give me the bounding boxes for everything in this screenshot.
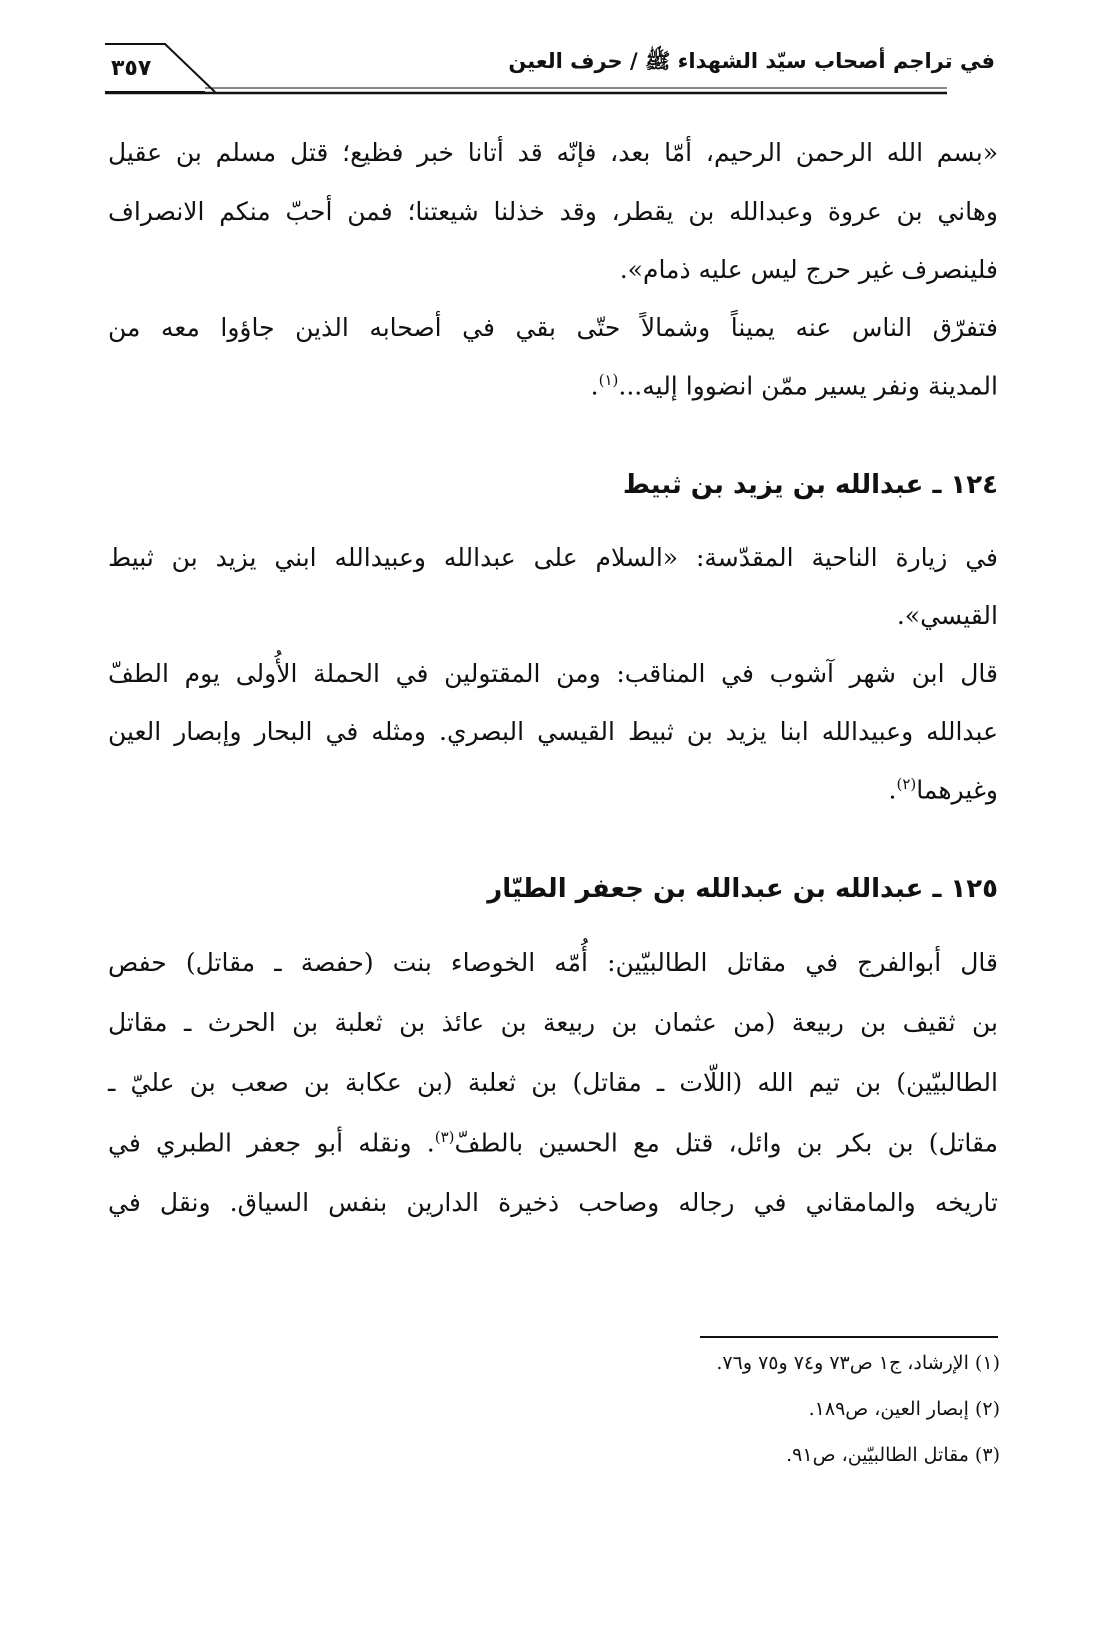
entry-heading-124: ١٢٤ ـ عبدالله بن يزيد بن ثبيط: [622, 470, 998, 500]
text-line: فتفرّق الناس عنه يميناً وشمالاً حتّى بقي في أصحابه الذين جاؤوا معه من: [108, 313, 998, 342]
text-span: المدينة ونفر يسير ممّن انضووا إليه...: [618, 371, 998, 401]
footnote-1: (١) الإرشاد، ج١ ص٧٣ و٧٤ و٧٥ و٧٦.: [716, 1352, 1000, 1374]
text-span: .: [888, 775, 897, 805]
footnote-marker: (١): [598, 371, 619, 389]
text-line: بن ثقيف بن ربيعة (من عثمان بن ربيعة بن عائذ بن ثعلبة بن الحرث ـ مقاتل: [108, 1008, 998, 1037]
text-span: .: [590, 371, 599, 401]
footnote-separator: [700, 1336, 998, 1338]
text-line: الطالبيّين) بن تيم الله (اللّات ـ مقاتل) بن ثعلبة (بن عكابة بن صعب بن عليّ ـ: [108, 1068, 998, 1097]
footnote-marker: (٢): [896, 775, 917, 793]
text-span: . ونقله أبو جعفر الطبري في: [108, 1128, 435, 1158]
text-line: في زيارة الناحية المقدّسة: «السلام على عبدالله وعبيدالله ابني يزيد بن ثبيط: [108, 543, 998, 572]
page-header: [105, 38, 995, 98]
text-line: [108, 775, 998, 804]
text-line: قال ابن شهر آشوب في المناقب: ومن المقتولين في الحملة الأُولى يوم الطفّ: [108, 659, 998, 688]
text-span: وغيرهما: [916, 775, 998, 805]
text-line: «بسم الله الرحمن الرحيم، أمّا بعد، فإنّه قد أتانا خبر فظيع؛ قتل مسلم بن عقيل: [108, 138, 998, 167]
entry-heading-125: ١٢٥ ـ عبدالله بن عبدالله بن جعفر الطيّار: [487, 874, 998, 904]
footnote-marker: (٣): [434, 1128, 455, 1146]
footnote-3: (٣) مقاتل الطالبيّين، ص٩١.: [786, 1444, 1000, 1466]
text-line: وهاني بن عروة وعبدالله بن يقطر، وقد خذلنا شيعتنا؛ فمن أحبّ منكم الانصراف: [108, 197, 998, 226]
footnote-2: (٢) إبصار العين، ص١٨٩.: [808, 1398, 1000, 1420]
text-line: فلينصرف غير حرج ليس عليه ذمام».: [619, 255, 998, 284]
text-line: عبدالله وعبيدالله ابنا يزيد بن ثبيط القيسي البصري. ومثله في البحار وإبصار العين: [108, 717, 998, 746]
text-line: تاريخه والمامقاني في رجاله وصاحب ذخيرة الدارين بنفس السياق. ونقل في: [108, 1188, 998, 1217]
text-line: [108, 371, 998, 400]
text-span: مقاتل) بن بكر بن وائل، قتل مع الحسين بالطفّ: [454, 1128, 998, 1158]
text-line: [108, 1128, 998, 1157]
running-title: في تراجم أصحاب سيّد الشهداء ﷺ / حرف العين: [508, 49, 995, 73]
page-number: ٣٥٧: [111, 56, 152, 81]
text-line: القيسي».: [896, 601, 998, 630]
text-line: قال أبوالفرج في مقاتل الطالبيّين: أُمّه الخوصاء بنت (حفصة ـ مقاتل) حفص: [108, 948, 998, 977]
